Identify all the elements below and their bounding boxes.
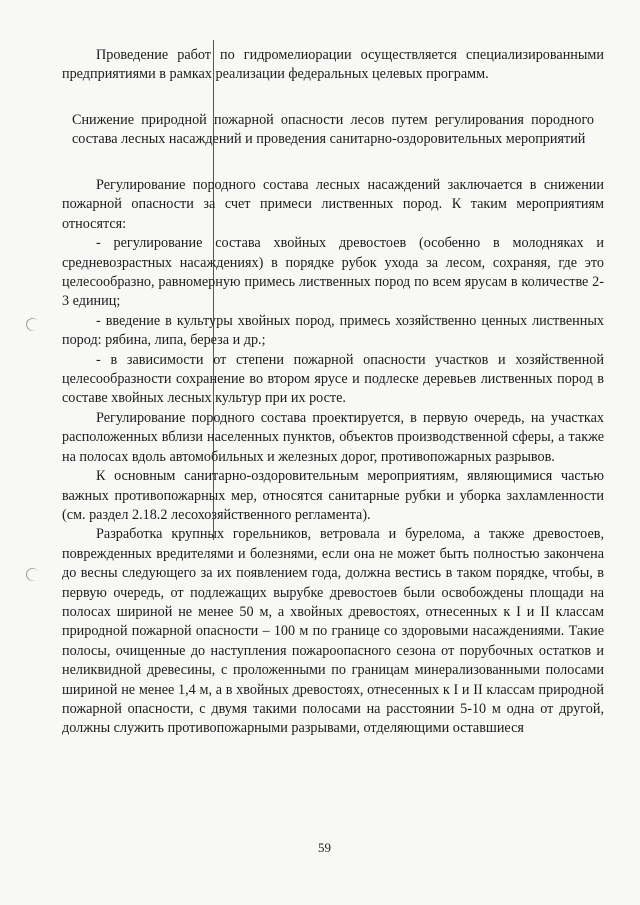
list-item: - введение в культуры хвойных пород, примесь хозяйственно ценных лиственных пород: рябина, липа, береза и др.; — [62, 312, 604, 349]
punch-hole-mark — [24, 566, 42, 584]
list-item: - в зависимости от степени пожарной опасности участков и хозяйственной целесообразности сохранение во втором ярусе и подлеске деревьев лиственных пород в составе хвойных лесных культур при их росте. — [62, 351, 604, 407]
list-item: - регулирование состава хвойных древостоев (особенно в молодняках и средневозрастных насаждениях) в порядке рубок ухода за лесом, сохраняя, где это целесообразно, равномерную примесь лиственных пород по всем ярусам в количестве 2-3 единиц; — [62, 235, 604, 310]
body-paragraph: Регулирование породного состава лесных насаждений заключается в снижении пожарной опасности за счет примеси лиственных пород. К таким мероприятиям относятся: — [62, 177, 604, 232]
page-number: 59 — [318, 840, 331, 855]
intro-paragraph: Проведение работ по гидромелиорации осуществляется специализированными предприятиями в рамках реализации федеральных целевых программ. — [62, 47, 604, 83]
body-paragraph: Разработка крупных горельников, ветровала и бурелома, а также древостоев, поврежденных вредителями и болезнями, если она не может быть полностью закончена до весны следующего за их появлением года, должна вестись в таком порядке, чтобы, в первую очередь, от подлежащих вырубке древостоев были освобождены площади на полосах шириной не менее 50 м, а хвойных древостоях, отнесенных к I и II классам природной пожарной опасности – 100 м по границе со здоровыми насаждениями. Такие полосы, очищенные до наступления пожароопасного сезона от порубочных остатков и неликвидной древесины, с проложенными по границам минерализованными полосами шириной не менее 1,4 м, а в хвойных древостоях, отнесенных к I и II классам природной пожарной опасности, с двумя такими полосами на расстоянии 5-10 м одна от другой, должны служить противопожарными разрывами, отделяющими оставшиеся — [62, 526, 604, 737]
body-paragraph: К основным санитарно-оздоровительным мероприятиям, являющимися частью важных противопожарных мер, относятся санитарные рубки и уборка захламленности (см. раздел 2.18.2 лесохозяйственного регламента). — [62, 468, 604, 523]
document-body — [62, 46, 604, 739]
section-heading: Снижение природной пожарной опасности лесов путем регулирования породного состава лесных насаждений и проведения санитарно-оздоровительных мероприятий — [72, 111, 594, 148]
punch-hole-mark — [24, 316, 42, 334]
body-paragraph: Регулирование породного состава проектируется, в первую очередь, на участках расположенных вблизи населенных пунктов, объектов производственной сферы, а также на полосах вдоль автомобильных и железных дорог, противопожарных разрывов. — [62, 409, 604, 465]
